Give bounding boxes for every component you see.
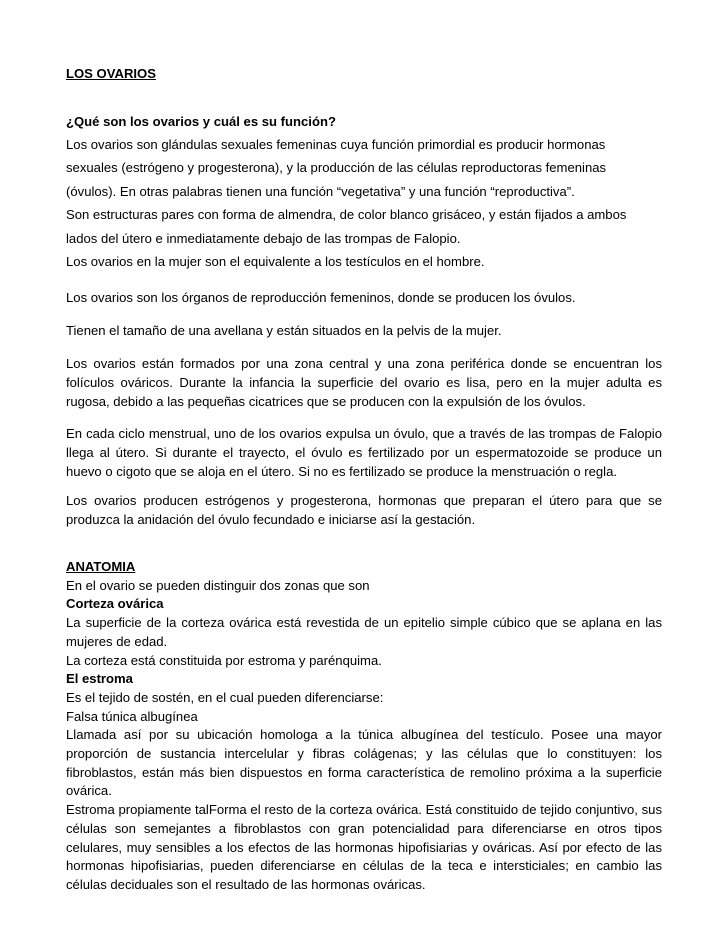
stroma-proper-text: Estroma propiamente talForma el resto de la corteza ovárica. Está constituido de tejido conjuntivo, sus células son semejantes a fibroblastos con gran potencialidad para diferenciarse en otros tipos celulares, muy sensibles a los efectos de las hormonas hipofisiarias y ováricas. Así por efecto de las hormonas hipofisiarias, pueden diferenciarse en células de la teca e intersticiales; en cambio las células deciduales son el resultado de las hormonas ováricas. [66, 802, 662, 892]
anatomy-heading: ANATOMIA [66, 559, 136, 574]
paragraph [66, 321, 662, 340]
section-question: ¿Qué son los ovarios y cuál es su función? [66, 114, 336, 129]
intro-line: lados del útero e inmediatamente debajo de las trompas de Falopio. [66, 230, 461, 246]
intro-line: (óvulos). En otras palabras tienen una función “vegetativa” y una función “reproductiva”. [66, 183, 575, 199]
paragraph [66, 288, 662, 307]
intro-line: sexuales (estrógeno y progesterona), y la producción de las células reproductoras femeninas [66, 160, 607, 176]
stroma-heading: El estroma [66, 671, 133, 687]
paragraph-text: Tienen el tamaño de una avellana y están situados en la pelvis de la mujer. [66, 323, 502, 338]
intro-line: Los ovarios son glándulas sexuales femeninas cuya función primordial es producir hormonas [66, 137, 606, 152]
paragraph-text: Los ovarios son los órganos de reproducción femeninos, donde se producen los óvulos. [66, 290, 576, 305]
tunica-heading: Falsa túnica albugínea [66, 708, 198, 724]
paragraph [66, 354, 662, 412]
intro-block [66, 133, 662, 273]
paragraph [66, 491, 662, 529]
stroma-text: Es el tejido de sostén, en el cual pueden diferenciarse: [66, 689, 384, 705]
intro-line: Los ovarios en la mujer son el equivalente a los testículos en el hombre. [66, 254, 485, 270]
cortex-text: La corteza está constituida por estroma y parénquima. [66, 652, 382, 668]
paragraph-text: Los ovarios producen estrógenos y progesterona, hormonas que preparan el útero para que se produzca la anidación del óvulo fecundado e iniciarse así la gestación. [66, 493, 662, 528]
tunica-text: Llamada así por su ubicación homologa a la túnica albugínea del testículo. Posee una mayor proporción de sustancia intercelular y fibras colágenas; y las células que lo constituyen: los fibroblastos, están más bien dispuestos en forma característica de remolino próxima a la superficie ovárica. [66, 727, 662, 799]
anatomy-section [66, 558, 662, 895]
document-title: LOS OVARIOS [66, 66, 156, 81]
cortex-text: La superficie de la corteza ovárica está revestida de un epitelio simple cúbico que se aplana en las mujeres de edad. [66, 615, 662, 649]
anatomy-intro: En el ovario se pueden distinguir dos zonas que son [66, 577, 370, 593]
paragraph-text: En cada ciclo menstrual, uno de los ovarios expulsa un óvulo, que a través de las trompas de Falopio llega al útero. Si durante el trayecto, el óvulo es fertilizado por un espermatozoide se produce un huevo o cigoto que se aloja en el útero. Si no es fertilizado se produce la menstruación o regla. [66, 426, 662, 480]
intro-line: Son estructuras pares con forma de almendra, de color blanco grisáceo, y están fijados a ambos [66, 207, 627, 223]
paragraph-text: Los ovarios están formados por una zona central y una zona periférica donde se encuentran los folículos ováricos. Durante la infancia la superficie del ovario es lisa, pero en la mujer adulta es rugosa, debido a las pequeñas cicatrices que se producen con la expulsión de los óvulos. [66, 356, 662, 410]
cortex-heading: Corteza ovárica [66, 596, 164, 612]
paragraph [66, 424, 662, 482]
